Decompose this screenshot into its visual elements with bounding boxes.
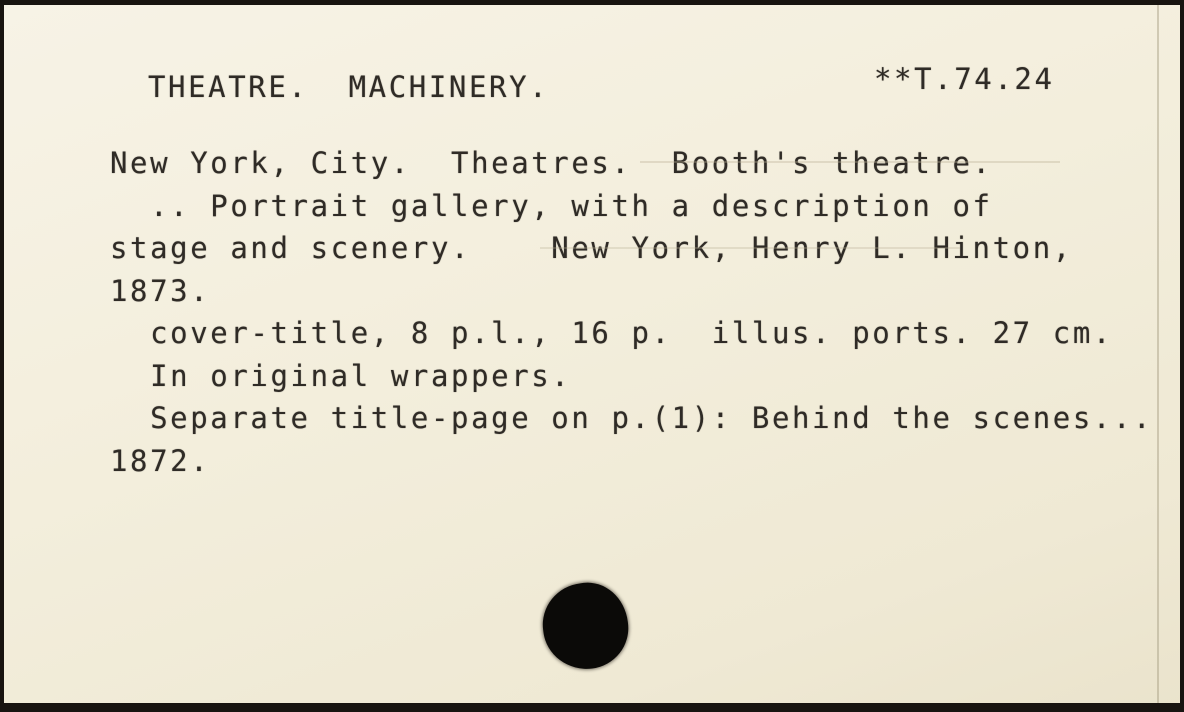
card-body-line: 1873. [110, 273, 211, 308]
card-body-line: In original wrappers. [110, 358, 572, 393]
scan-edge-bottom [0, 703, 1184, 712]
hole-punch-mark [538, 578, 633, 674]
card-body-line: Separate title-page on p.(1): Behind the scenes... [110, 401, 1154, 435]
card-body-line: New York, City. Theatres. Booth's theatre. [110, 146, 993, 180]
scan-edge-left [0, 0, 4, 712]
card-body-line: .. Portrait gallery, with a description of [110, 188, 993, 223]
scan-streak [640, 161, 1060, 163]
card-edge-crease [1157, 0, 1159, 712]
card-call-number: **T.74.24 [874, 62, 1055, 96]
scan-edge-right [1180, 0, 1184, 712]
card-body-line: 1872. [110, 443, 211, 478]
card-body-line: stage and scenery. New York, Henry L. Hinton, [110, 231, 1073, 265]
card-body-line: cover-title, 8 p.l., 16 p. illus. ports. 27 cm. [110, 316, 1113, 350]
card-body [110, 142, 1153, 482]
card-subject-heading: THEATRE. MACHINERY. [148, 70, 550, 104]
scan-streak [540, 247, 960, 249]
scan-edge-top [0, 0, 1184, 5]
